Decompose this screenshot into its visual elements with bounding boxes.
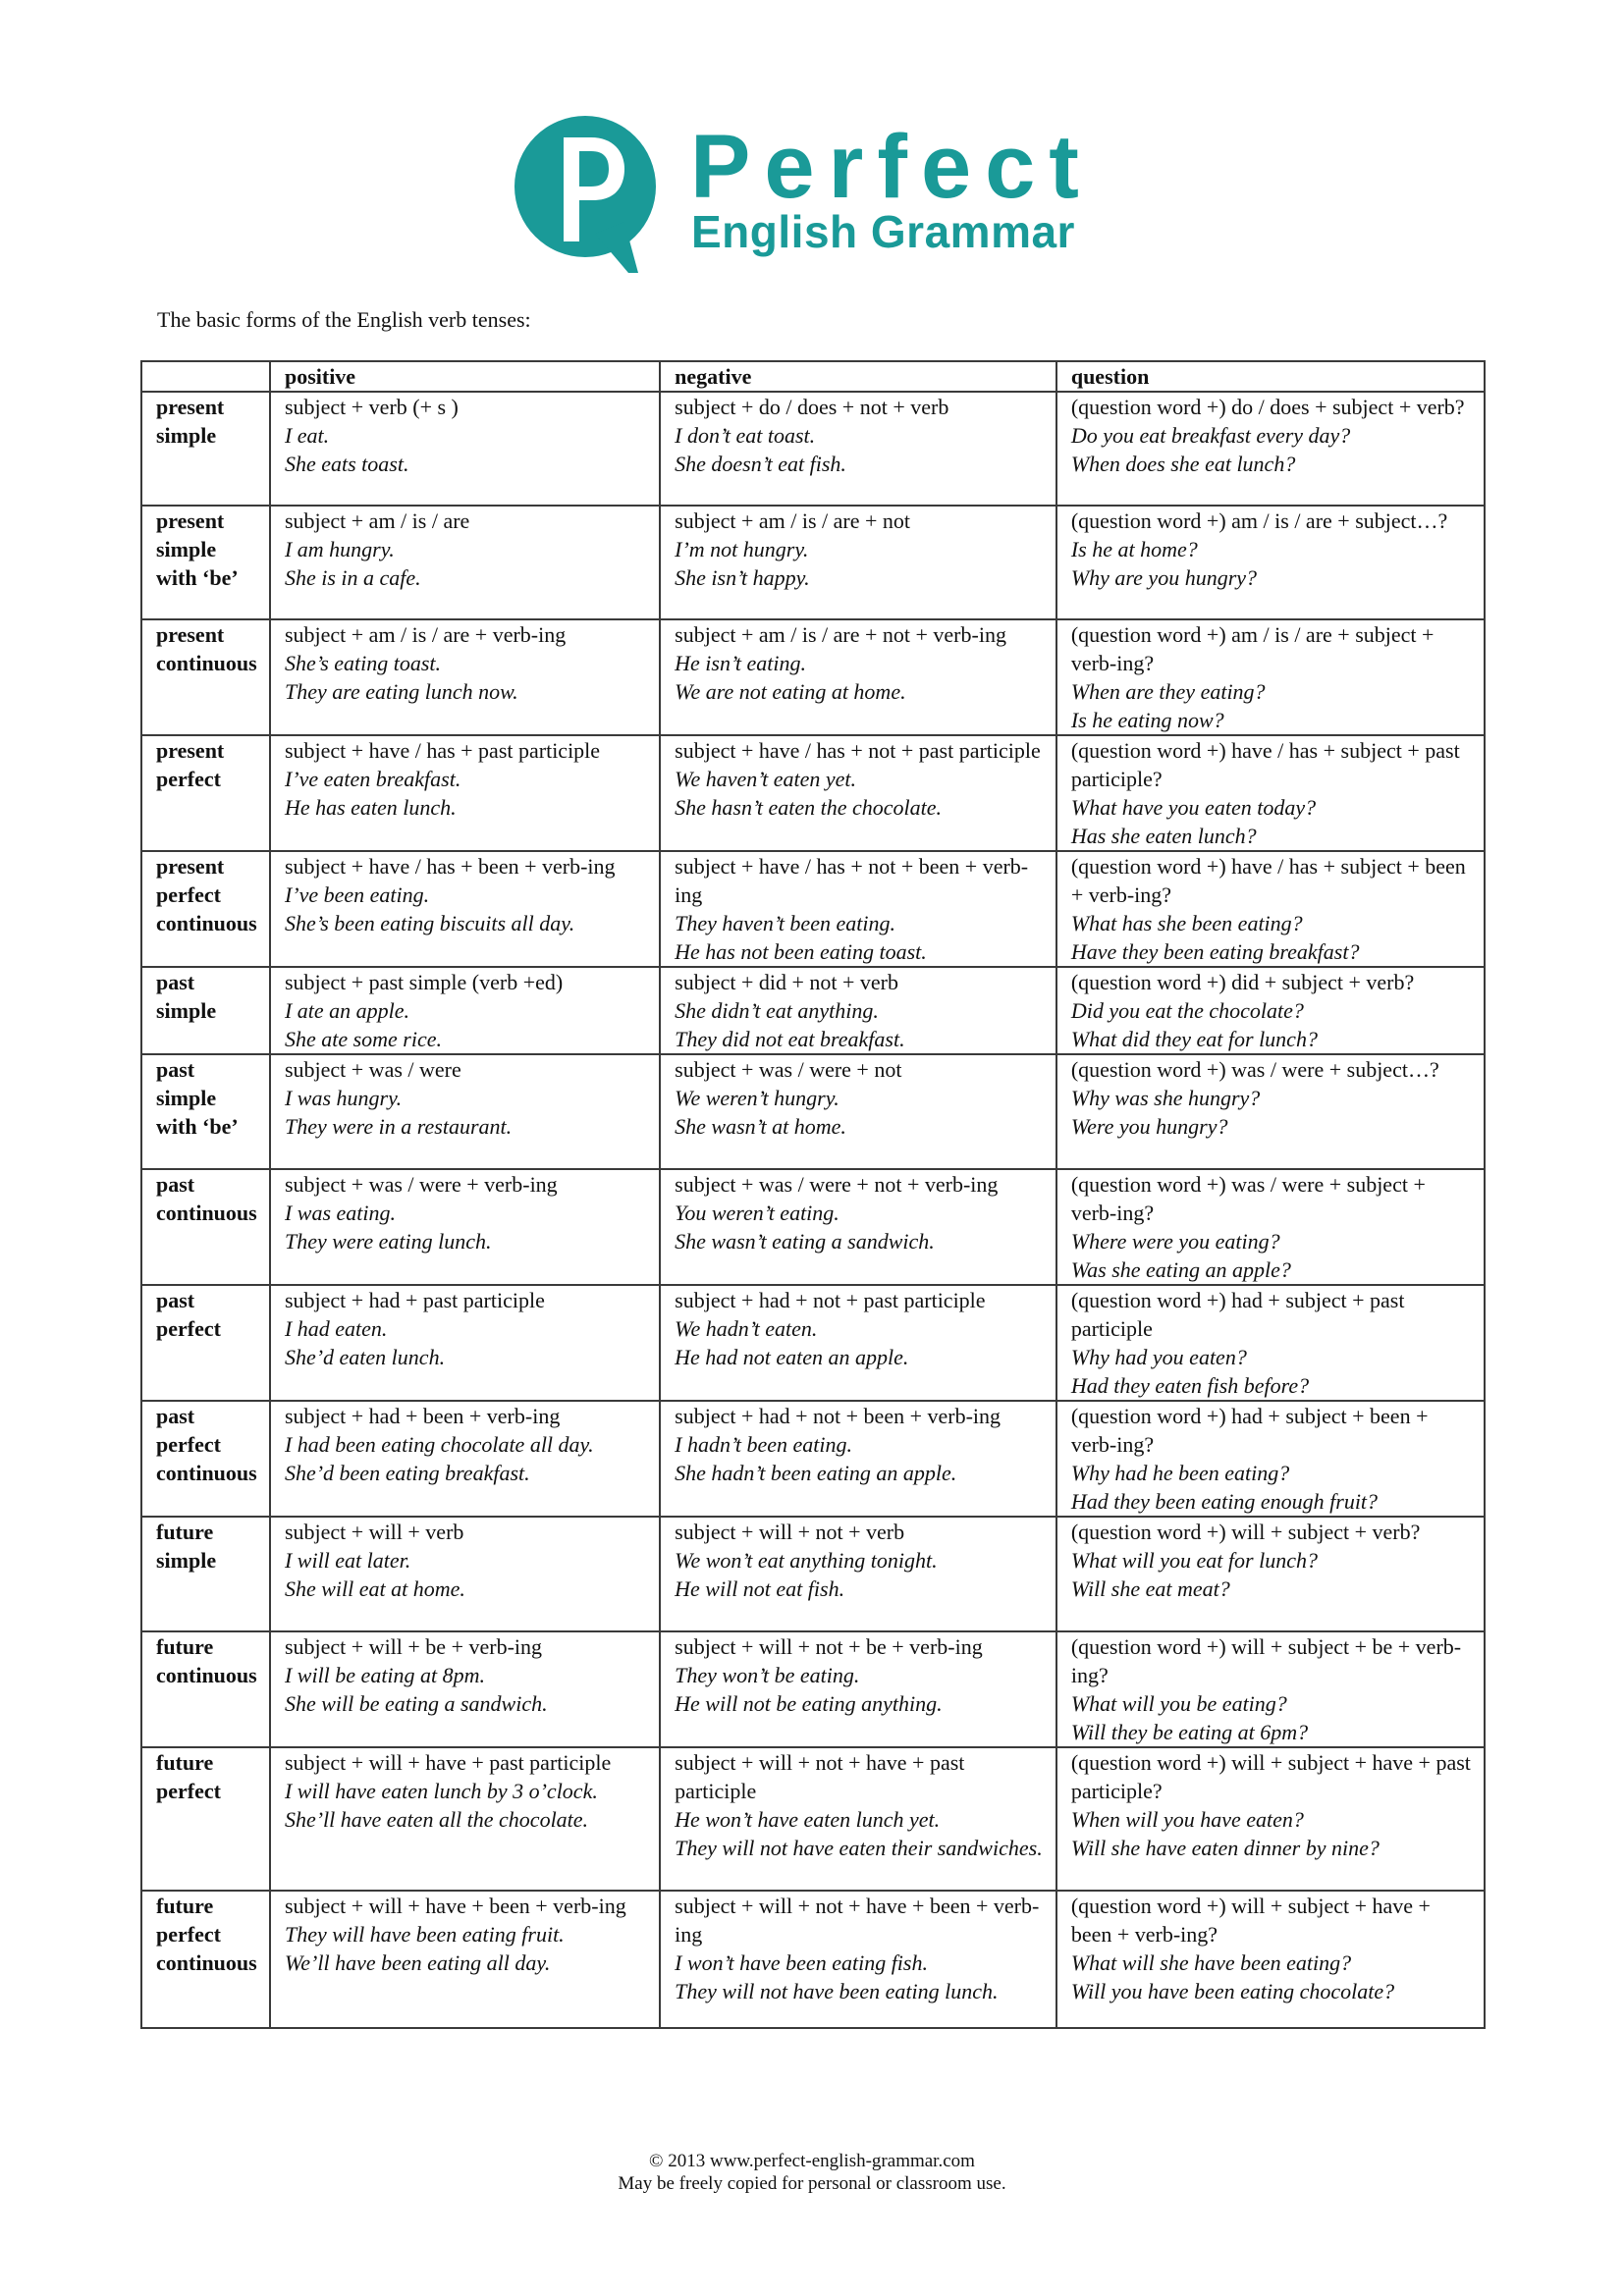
verb-tenses-table [140,360,1486,2029]
tense-name-line: past [156,1288,195,1312]
question-example: What has she been eating? [1070,911,1303,935]
positive-example: She ate some rice. [284,1027,443,1051]
table-row [141,967,1485,1054]
positive-formula: subject + will + have + past participle [284,1750,612,1775]
negative-example: She hadn’t been eating an apple. [675,1461,957,1485]
tense-name [141,506,270,619]
positive-cell [270,1054,660,1169]
logo [509,116,1108,273]
positive-example: They are eating lunch now. [284,679,518,704]
negative-example: I won’t have been eating fish. [675,1950,928,1975]
positive-cell [270,1517,660,1631]
negative-example: She didn’t eat anything. [675,998,879,1023]
question-example: What have you eaten today? [1070,795,1317,820]
question-cell [1056,1891,1485,2028]
question-cell [1056,1169,1485,1285]
question-example: Will they be eating at 6pm? [1070,1720,1309,1744]
table-row [141,1285,1485,1401]
negative-formula: subject + do / does + not + verb [675,395,949,419]
question-formula: (question word +) will + subject + have + been + verb-ing? [1070,1894,1431,1947]
tense-name-line: simple [156,423,217,448]
table-row [141,392,1485,506]
tense-name-line: perfect [156,1922,221,1947]
positive-example: I had eaten. [284,1316,388,1341]
question-cell [1056,735,1485,851]
negative-cell [660,1747,1056,1891]
question-example: Why had you eaten? [1070,1345,1247,1369]
tense-name-line: future [156,1634,214,1659]
header-negative: negative [660,361,1056,392]
question-cell [1056,1517,1485,1631]
question-example: What did they eat for lunch? [1070,1027,1318,1051]
question-formula: (question word +) did + subject + verb? [1070,970,1415,994]
question-formula: (question word +) had + subject + been + verb-ing? [1070,1404,1429,1457]
negative-formula: subject + have / has + not + past participle [675,738,1041,763]
tense-name-line: perfect [156,1432,221,1457]
negative-formula: subject + will + not + verb [675,1520,905,1544]
tense-name-line: past [156,1057,195,1082]
positive-example: She will be eating a sandwich. [284,1691,548,1716]
question-example: Will she have eaten dinner by nine? [1070,1836,1380,1860]
negative-example: He has not been eating toast. [675,939,927,964]
positive-formula: subject + had + past participle [284,1288,545,1312]
negative-formula: subject + have / has + not + been + verb-ing [675,854,1029,907]
positive-formula: subject + had + been + verb-ing [284,1404,561,1428]
positive-formula: subject + past simple (verb +ed) [284,970,564,994]
header-question: question [1056,361,1485,392]
positive-example: She is in a cafe. [284,565,421,590]
positive-example: She eats toast. [284,452,409,476]
negative-example: We haven’t eaten yet. [675,767,857,791]
intro-text: The basic forms of the English verb tenses: [157,307,531,332]
tense-name-line: simple [156,998,217,1023]
tense-name [141,1891,270,2028]
question-example: Is he eating now? [1070,708,1224,732]
question-example: What will you be eating? [1070,1691,1287,1716]
positive-cell [270,1631,660,1747]
negative-cell [660,619,1056,735]
negative-example: You weren’t eating. [675,1201,839,1225]
positive-cell [270,851,660,967]
logo-word-english-grammar: English Grammar [691,206,1075,257]
question-formula: (question word +) will + subject + verb? [1070,1520,1421,1544]
question-cell [1056,1054,1485,1169]
tense-name [141,392,270,506]
negative-formula: subject + will + not + have + been + verb-ing [675,1894,1040,1947]
question-example: Do you eat breakfast every day? [1070,423,1351,448]
positive-example: She’ll have eaten all the chocolate. [284,1807,589,1832]
question-cell [1056,1747,1485,1891]
tense-name-line: simple [156,1086,217,1110]
positive-example: I ate an apple. [284,998,410,1023]
positive-formula: subject + was / were [284,1057,461,1082]
negative-example: He will not eat fish. [675,1576,845,1601]
tense-name-line: continuous [156,911,257,935]
table-row [141,1054,1485,1169]
question-example: Was she eating an apple? [1070,1257,1291,1282]
question-example: When will you have eaten? [1070,1807,1304,1832]
tense-name-line: perfect [156,767,221,791]
positive-example: She’d been eating breakfast. [284,1461,530,1485]
negative-formula: subject + had + not + been + verb-ing [675,1404,1001,1428]
positive-formula: subject + will + have + been + verb-ing [284,1894,626,1918]
tense-name [141,1517,270,1631]
table-row [141,1891,1485,2028]
tense-name-line: present [156,622,225,647]
tense-name [141,967,270,1054]
positive-example: I will be eating at 8pm. [284,1663,486,1687]
negative-cell [660,392,1056,506]
tense-name-line: with ‘be’ [156,1114,239,1139]
table-row [141,735,1485,851]
license-text: May be freely copied for personal or classroom use. [618,2173,1006,2194]
positive-example: We’ll have been eating all day. [284,1950,551,1975]
positive-formula: subject + will + be + verb-ing [284,1634,543,1659]
negative-cell [660,735,1056,851]
positive-example: I’ve eaten breakfast. [284,767,461,791]
tense-name-line: present [156,508,225,533]
question-formula: (question word +) was / were + subject + verb-ing? [1070,1172,1426,1225]
positive-formula: subject + will + verb [284,1520,464,1544]
tense-name [141,619,270,735]
tense-name-line: present [156,854,225,879]
question-example: When are they eating? [1070,679,1266,704]
negative-example: I don’t eat toast. [675,423,816,448]
negative-formula: subject + was / were + not + verb-ing [675,1172,999,1197]
table-row [141,1169,1485,1285]
question-cell [1056,1285,1485,1401]
tense-name-line: continuous [156,1950,257,1975]
tense-name-line: continuous [156,651,257,675]
question-example: Had they eaten fish before? [1070,1373,1310,1398]
tense-name [141,1054,270,1169]
positive-formula: subject + have / has + past participle [284,738,601,763]
negative-formula: subject + was / were + not [675,1057,902,1082]
question-example: Is he at home? [1070,537,1198,561]
tense-name-line: simple [156,537,217,561]
tense-name-line: future [156,1750,214,1775]
tense-name-line: present [156,395,225,419]
positive-example: They were eating lunch. [284,1229,492,1254]
negative-cell [660,1169,1056,1285]
question-formula: (question word +) was / were + subject…? [1070,1057,1439,1082]
positive-cell [270,619,660,735]
negative-example: They did not eat breakfast. [675,1027,905,1051]
negative-example: She wasn’t at home. [675,1114,846,1139]
positive-example: I had been eating chocolate all day. [284,1432,594,1457]
question-example: When does she eat lunch? [1070,452,1296,476]
positive-example: She’s eating toast. [284,651,442,675]
positive-cell [270,1285,660,1401]
tense-name-line: past [156,1404,195,1428]
positive-example: She will eat at home. [284,1576,465,1601]
positive-cell [270,506,660,619]
question-formula: (question word +) have / has + subject + past participle? [1070,738,1460,791]
negative-cell [660,967,1056,1054]
tense-name-line: perfect [156,1779,221,1803]
positive-example: I am hungry. [284,537,395,561]
question-cell [1056,1401,1485,1517]
negative-cell [660,506,1056,619]
positive-formula: subject + am / is / are + verb-ing [284,622,567,647]
negative-example: We weren’t hungry. [675,1086,839,1110]
positive-example: I eat. [284,423,330,448]
positive-example: I will have eaten lunch by 3 o’clock. [284,1779,598,1803]
tense-name-line: perfect [156,1316,221,1341]
header-positive: positive [270,361,660,392]
tense-name-line: with ‘be’ [156,565,239,590]
negative-example: We hadn’t eaten. [675,1316,818,1341]
positive-formula: subject + verb (+ s ) [284,395,459,419]
tense-name-line: continuous [156,1663,257,1687]
question-cell [1056,619,1485,735]
tense-name-line: past [156,1172,195,1197]
negative-example: She isn’t happy. [675,565,810,590]
positive-cell [270,392,660,506]
question-example: Has she eaten lunch? [1070,824,1257,848]
positive-example: They were in a restaurant. [284,1114,513,1139]
question-example: What will she have been eating? [1070,1950,1352,1975]
tense-name [141,1747,270,1891]
table-row [141,851,1485,967]
negative-cell [660,1054,1056,1169]
negative-formula: subject + will + not + be + verb-ing [675,1634,983,1659]
positive-formula: subject + am / is / are [284,508,470,533]
negative-cell [660,1285,1056,1401]
positive-cell [270,735,660,851]
negative-formula: subject + had + not + past participle [675,1288,986,1312]
tense-name-line: continuous [156,1461,257,1485]
negative-example: They haven’t been eating. [675,911,895,935]
table-header-row [141,361,1485,392]
negative-example: He won’t have eaten lunch yet. [675,1807,941,1832]
negative-example: She doesn’t eat fish. [675,452,846,476]
negative-example: We won’t eat anything tonight. [675,1548,938,1573]
negative-cell [660,1891,1056,2028]
negative-formula: subject + will + not + have + past participle [675,1750,965,1803]
negative-cell [660,1401,1056,1517]
tense-name-line: continuous [156,1201,257,1225]
tense-name-line: future [156,1894,214,1918]
tense-name-line: perfect [156,882,221,907]
question-formula: (question word +) have / has + subject + been + verb-ing? [1070,854,1466,907]
question-formula: (question word +) had + subject + past participle [1070,1288,1405,1341]
negative-formula: subject + am / is / are + not [675,508,911,533]
question-formula: (question word +) will + subject + be + verb-ing? [1070,1634,1462,1687]
negative-cell [660,851,1056,967]
positive-example: She’s been eating biscuits all day. [284,911,575,935]
negative-example: I’m not hungry. [675,537,809,561]
positive-formula: subject + have / has + been + verb-ing [284,854,616,879]
tense-name-line: future [156,1520,214,1544]
question-cell [1056,851,1485,967]
footer [0,2150,1624,2195]
tense-name-line: simple [156,1548,217,1573]
tense-name-line: past [156,970,195,994]
question-cell [1056,506,1485,619]
negative-example: He will not be eating anything. [675,1691,943,1716]
question-formula: (question word +) am / is / are + subject + verb-ing? [1070,622,1435,675]
table-row [141,1747,1485,1891]
negative-example: They will not have been eating lunch. [675,1979,999,2003]
negative-example: I hadn’t been eating. [675,1432,852,1457]
question-formula: (question word +) am / is / are + subject…? [1070,508,1448,533]
header-tense [141,361,270,392]
table-row [141,1401,1485,1517]
negative-example: She hasn’t eaten the chocolate. [675,795,943,820]
negative-example: He had not eaten an apple. [675,1345,909,1369]
negative-cell [660,1517,1056,1631]
question-cell [1056,967,1485,1054]
question-example: Why was she hungry? [1070,1086,1261,1110]
positive-cell [270,967,660,1054]
positive-example: She’d eaten lunch. [284,1345,446,1369]
question-example: Will you have been eating chocolate? [1070,1979,1395,2003]
tense-name [141,1631,270,1747]
negative-example: We are not eating at home. [675,679,906,704]
positive-formula: subject + was / were + verb-ing [284,1172,558,1197]
tense-name [141,1285,270,1401]
positive-cell [270,1169,660,1285]
tense-name-line: present [156,738,225,763]
tense-name [141,735,270,851]
positive-cell [270,1747,660,1891]
positive-example: I was eating. [284,1201,397,1225]
negative-example: He isn’t eating. [675,651,806,675]
question-example: What will you eat for lunch? [1070,1548,1318,1573]
tense-name [141,1401,270,1517]
negative-example: They will not have eaten their sandwiches. [675,1836,1043,1860]
question-example: Have they been eating breakfast? [1070,939,1360,964]
question-example: Will she eat meat? [1070,1576,1230,1601]
table-row [141,619,1485,735]
table-row [141,1517,1485,1631]
table-row [141,1631,1485,1747]
question-example: Why are you hungry? [1070,565,1258,590]
positive-example: He has eaten lunch. [284,795,457,820]
negative-example: They won’t be eating. [675,1663,860,1687]
positive-example: They will have been eating fruit. [284,1922,565,1947]
question-cell [1056,392,1485,506]
question-example: Why had he been eating? [1070,1461,1290,1485]
question-example: Did you eat the chocolate? [1070,998,1304,1023]
positive-example: I was hungry. [284,1086,403,1110]
positive-cell [270,1401,660,1517]
question-example: Where were you eating? [1070,1229,1280,1254]
table-body [141,392,1485,2028]
question-example: Were you hungry? [1070,1114,1228,1139]
negative-formula: subject + did + not + verb [675,970,898,994]
positive-cell [270,1891,660,2028]
negative-formula: subject + am / is / are + not + verb-ing [675,622,1006,647]
logo-word-perfect: Perfect [690,117,1093,217]
positive-example: I will eat later. [284,1548,411,1573]
copyright-text: © 2013 www.perfect-english-grammar.com [649,2151,975,2171]
negative-cell [660,1631,1056,1747]
positive-example: I’ve been eating. [284,882,430,907]
question-example: Had they been eating enough fruit? [1070,1489,1379,1514]
tense-name [141,851,270,967]
question-formula: (question word +) will + subject + have + past participle? [1070,1750,1471,1803]
speech-bubble-p-icon [509,116,666,273]
negative-example: She wasn’t eating a sandwich. [675,1229,935,1254]
question-cell [1056,1631,1485,1747]
tense-name [141,1169,270,1285]
question-formula: (question word +) do / does + subject + verb? [1070,395,1465,419]
table-row [141,506,1485,619]
